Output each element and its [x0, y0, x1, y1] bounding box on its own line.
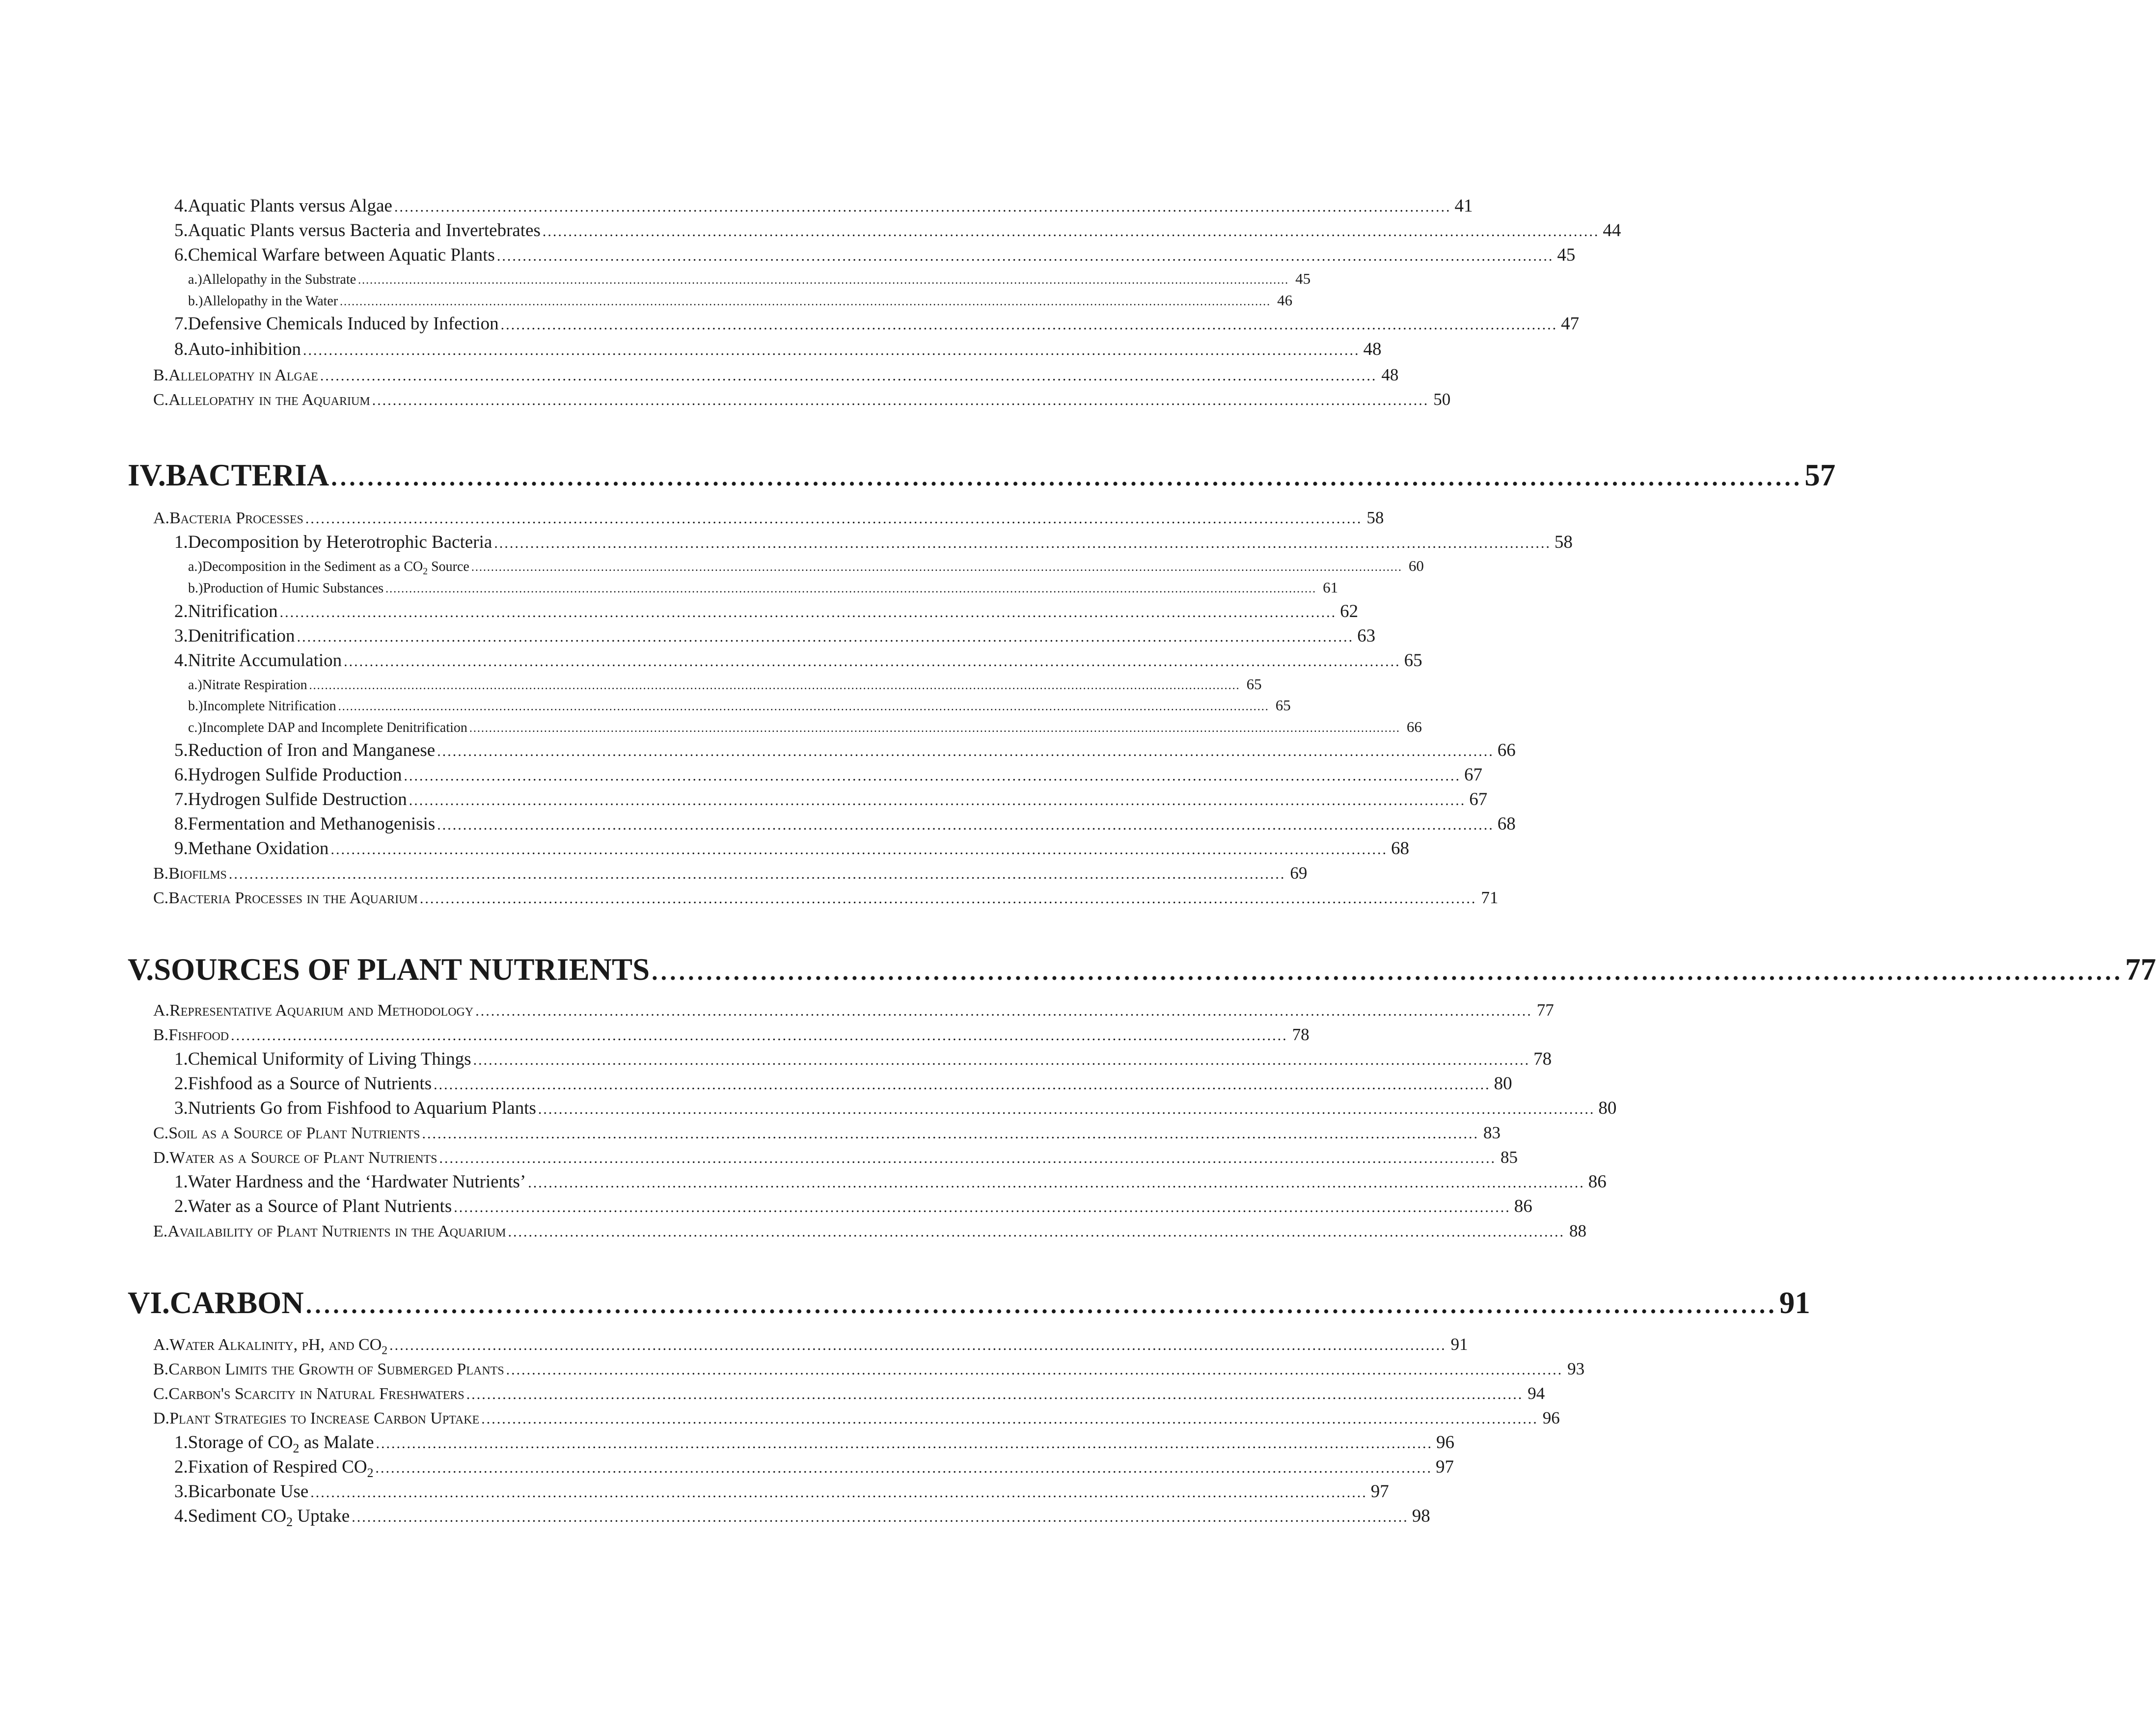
toc-entry[interactable] — [174, 837, 1409, 861]
entry-title: Allelopathy in the Aquarium — [168, 391, 370, 409]
dot-leader: ............................................................................................................................................................................................................. — [508, 1224, 1565, 1240]
toc-entry[interactable] — [174, 812, 1516, 837]
entry-title-text: Uptake — [293, 1506, 350, 1526]
entry-title: Fishfood — [168, 1026, 229, 1044]
dot-leader: ............................................................................................................................................................................................................. — [352, 1509, 1409, 1525]
entry-number: 8. — [174, 339, 188, 359]
entry-title-text: Fixation of Respired CO — [188, 1457, 367, 1477]
chapter-heading-carbon[interactable] — [128, 1283, 1810, 1324]
dot-leader: ............................................................................................................................................................................................................. — [375, 1460, 1433, 1476]
entry-title — [169, 1333, 387, 1357]
dot-leader: ............................................................................................................................................................................................................. — [437, 817, 1494, 833]
toc-entry[interactable] — [174, 1195, 1532, 1219]
dot-leader: .................................................................................................................................................................. — [652, 958, 2124, 985]
entry-title: Hydrogen Sulfide Destruction — [188, 789, 407, 809]
entry-title: Allelopathy in the Substrate — [202, 272, 356, 287]
entry-number: 3. — [174, 626, 188, 646]
dot-leader: ............................................................................................................................................................................................................. — [372, 392, 1429, 408]
entry-title — [188, 1455, 374, 1479]
entry-page: 58 — [1366, 508, 1384, 527]
entry-number: 1. — [174, 1172, 188, 1192]
entry-page: 86 — [1514, 1196, 1532, 1216]
toc-entry[interactable] — [153, 363, 1399, 388]
entry-title: Carbon Limits the Growth of Submerged Plants — [168, 1360, 504, 1378]
chapter-page: 91 — [1779, 1286, 1810, 1320]
chapter-number: VI. — [128, 1286, 170, 1320]
toc-entry[interactable] — [153, 861, 1308, 886]
toc-entry[interactable] — [174, 219, 1621, 243]
toc-entry[interactable] — [174, 649, 1422, 673]
dot-leader: ............................................................................................................................................................................................................. — [481, 1411, 1538, 1427]
entry-title: Methane Oxidation — [188, 838, 329, 859]
entry-number: 5. — [174, 220, 188, 241]
entry-page: 86 — [1588, 1172, 1607, 1192]
toc-entry[interactable] — [174, 531, 1573, 555]
dot-leader: .................................................................................................................................................................. — [305, 1291, 1777, 1318]
entry-page: 58 — [1554, 532, 1573, 552]
dot-leader: ............................................................................................................................................................................................................................................. — [385, 583, 1317, 595]
entry-page: 78 — [1292, 1025, 1310, 1044]
entry-page: 98 — [1412, 1506, 1430, 1526]
subscript: 2 — [367, 1466, 374, 1480]
dot-leader: ............................................................................................................................................................................................................................................. — [338, 700, 1269, 713]
entry-title: Plant Strategies to Increase Carbon Uptake — [169, 1409, 480, 1427]
entry-title-text: Sediment CO — [188, 1506, 287, 1526]
entry-page: 93 — [1567, 1359, 1585, 1378]
entry-number: A. — [153, 1336, 170, 1354]
entry-page: 71 — [1481, 888, 1499, 907]
toc-entry[interactable] — [153, 1023, 1310, 1048]
toc-entry[interactable] — [153, 1333, 1468, 1357]
toc-entry[interactable] — [153, 506, 1384, 531]
entry-page: 61 — [1323, 579, 1338, 596]
entry-page: 83 — [1483, 1123, 1501, 1142]
toc-entry[interactable] — [153, 886, 1499, 911]
entry-number: a.) — [188, 272, 202, 287]
toc-entry[interactable] — [188, 696, 1291, 717]
toc-entry[interactable] — [174, 763, 1482, 788]
entry-page: 94 — [1528, 1384, 1545, 1403]
subscript: 2 — [286, 1515, 293, 1530]
dot-leader: ............................................................................................................................................................................................................. — [506, 1362, 1563, 1378]
entry-page: 78 — [1533, 1049, 1552, 1069]
toc-entry[interactable] — [174, 739, 1516, 763]
toc-entry[interactable] — [153, 1357, 1585, 1382]
dot-leader: ............................................................................................................................................................................................................. — [437, 743, 1494, 759]
entry-title: Aquatic Plants versus Bacteria and Invertebrates — [188, 220, 541, 241]
toc-entry[interactable] — [188, 556, 1424, 577]
entry-title: Incomplete Nitrification — [203, 699, 336, 714]
dot-leader: ............................................................................................................................................................................................................. — [500, 317, 1558, 333]
entry-number: A. — [153, 509, 170, 527]
entry-title: Chemical Warfare between Aquatic Plants — [188, 245, 495, 265]
toc-entry[interactable] — [153, 1219, 1586, 1244]
dot-leader: ............................................................................................................................................................................................................. — [344, 653, 1401, 670]
entry-number: 7. — [174, 314, 188, 334]
entry-page: 97 — [1436, 1457, 1454, 1477]
entry-page: 44 — [1603, 220, 1621, 241]
chapter-heading-bacteria[interactable] — [128, 456, 1836, 497]
chapter-title: CARBON — [169, 1286, 304, 1320]
toc-entry[interactable] — [174, 1097, 1617, 1121]
dot-leader: ............................................................................................................................................................................................................. — [297, 629, 1354, 645]
dot-leader: ............................................................................................................................................................................................................................................. — [358, 274, 1289, 287]
dot-leader: ............................................................................................................................................................................................................. — [419, 890, 1477, 907]
entry-title: Allelopathy in the Water — [203, 294, 338, 309]
entry-title: Bicarbonate Use — [188, 1481, 309, 1502]
dot-leader: ............................................................................................................................................................................................................. — [422, 1126, 1479, 1142]
entry-title: Production of Humic Substances — [203, 581, 384, 596]
entry-page: 45 — [1557, 245, 1576, 265]
entry-title-text: as Malate — [299, 1432, 374, 1453]
toc-entry[interactable] — [174, 1170, 1607, 1195]
entry-title — [188, 1431, 374, 1454]
dot-leader: ............................................................................................................................................................................................................. — [302, 342, 1360, 358]
entry-number: 6. — [174, 765, 188, 785]
entry-number: a.) — [188, 677, 202, 693]
toc-entry[interactable] — [174, 1048, 1552, 1072]
dot-leader: ............................................................................................................................................................................................................. — [376, 1435, 1433, 1452]
entry-number: 8. — [174, 814, 188, 834]
toc-entry[interactable] — [174, 624, 1376, 649]
entry-page: 96 — [1542, 1408, 1560, 1427]
dot-leader: ............................................................................................................................................................................................................. — [466, 1386, 1524, 1402]
entry-page: 46 — [1277, 292, 1293, 309]
entry-title — [188, 1505, 350, 1528]
dot-leader: ............................................................................................................................................................................................................. — [394, 199, 1451, 215]
entry-number: D. — [153, 1409, 170, 1427]
toc-entry[interactable] — [174, 1431, 1454, 1456]
dot-leader: ............................................................................................................................................................................................................. — [305, 511, 1363, 527]
toc-entry[interactable] — [188, 578, 1338, 599]
entry-page: 65 — [1246, 675, 1262, 693]
entry-page: 47 — [1561, 314, 1580, 334]
entry-page: 66 — [1406, 718, 1422, 735]
toc-entry[interactable] — [188, 674, 1262, 696]
toc-entry[interactable] — [188, 717, 1422, 738]
entry-page: 41 — [1454, 196, 1473, 216]
entry-number: 3. — [174, 1481, 188, 1502]
entry-title: Availability of Plant Nutrients in the Aquarium — [167, 1222, 506, 1240]
dot-leader: ............................................................................................................................................................................................................................................. — [309, 679, 1240, 692]
entry-title: Nitrite Accumulation — [188, 650, 342, 671]
entry-page: 65 — [1404, 650, 1422, 671]
dot-leader: ............................................................................................................................................................................................................. — [330, 841, 1388, 858]
entry-title: Fermentation and Methanogenisis — [188, 814, 436, 834]
toc-entry[interactable] — [174, 243, 1576, 268]
toc-entry[interactable] — [174, 1505, 1430, 1530]
entry-page: 48 — [1381, 365, 1399, 384]
entry-number: C. — [153, 889, 169, 907]
toc-entry[interactable] — [174, 312, 1580, 337]
chapter-title: SOURCES OF PLANT NUTRIENTS — [154, 952, 650, 987]
subscript: 2 — [293, 1441, 300, 1456]
entry-page: 85 — [1501, 1148, 1518, 1167]
entry-title: Biofilms — [168, 864, 227, 883]
entry-page: 68 — [1391, 838, 1409, 859]
entry-page: 48 — [1363, 339, 1382, 359]
entry-number: b.) — [188, 581, 203, 596]
dot-leader: ............................................................................................................................................................................................................. — [279, 604, 1337, 620]
entry-number: a.) — [188, 559, 202, 574]
entry-number: C. — [153, 1385, 169, 1403]
entry-page: 62 — [1340, 601, 1359, 621]
entry-page: 96 — [1436, 1432, 1454, 1453]
entry-title: Bacteria Processes in the Aquarium — [168, 889, 418, 907]
entry-number: B. — [153, 1026, 169, 1044]
toc-entry[interactable] — [174, 1455, 1454, 1480]
entry-title: Denitrification — [188, 626, 295, 646]
entry-number: B. — [153, 864, 169, 883]
entry-title: Auto-inhibition — [188, 339, 301, 359]
entry-number: 1. — [174, 1432, 188, 1453]
entry-number: c.) — [188, 720, 202, 735]
entry-number: 2. — [174, 1196, 188, 1216]
dot-leader: ............................................................................................................................................................................................................. — [320, 368, 1377, 384]
entry-page: 69 — [1290, 863, 1308, 883]
toc-entry[interactable] — [153, 1146, 1518, 1170]
dot-leader: ............................................................................................................................................................................................................................................. — [471, 561, 1402, 574]
toc-entry[interactable] — [153, 1406, 1560, 1431]
entry-title: Defensive Chemicals Induced by Infection — [188, 314, 499, 334]
toc-entry[interactable] — [174, 600, 1359, 624]
entry-page: 68 — [1497, 814, 1516, 834]
entry-title: Allelopathy in Algae — [168, 366, 318, 384]
entry-title: Hydrogen Sulfide Production — [188, 765, 402, 785]
entry-number: b.) — [188, 699, 203, 714]
entry-title: Reduction of Iron and Manganese — [188, 740, 436, 760]
toc-entry[interactable] — [188, 269, 1311, 290]
dot-leader: ............................................................................................................................................................................................................. — [231, 1027, 1288, 1044]
chapter-title: BACTERIA — [165, 458, 329, 492]
chapter-page: 57 — [1804, 458, 1836, 492]
toc-entry[interactable] — [174, 194, 1473, 219]
entry-page: 80 — [1598, 1098, 1617, 1118]
entry-page: 65 — [1275, 697, 1291, 714]
entry-title: Nitrate Respiration — [202, 677, 307, 693]
entry-page: 77 — [1536, 1000, 1554, 1020]
entry-number: 1. — [174, 532, 188, 552]
dot-leader: ............................................................................................................................................................................................................. — [454, 1199, 1511, 1215]
subscript: 2 — [423, 566, 428, 577]
entry-title: Nitrification — [188, 601, 278, 621]
entry-title: Nutrients Go from Fishfood to Aquarium Plants — [188, 1098, 536, 1118]
entry-title — [202, 557, 469, 577]
dot-leader: ............................................................................................................................................................................................................. — [389, 1337, 1446, 1353]
entry-number: B. — [153, 1360, 169, 1378]
dot-leader: ............................................................................................................................................................................................................. — [439, 1150, 1497, 1166]
entry-title: Representative Aquarium and Methodology — [169, 1001, 474, 1020]
entry-title: Aquatic Plants versus Algae — [188, 196, 392, 216]
entry-number: 6. — [174, 245, 188, 265]
entry-title-text: Decomposition in the Sediment as a CO — [202, 559, 423, 574]
entry-title: Carbon's Scarcity in Natural Freshwaters — [168, 1385, 464, 1403]
entry-title-text: Source — [428, 559, 469, 574]
toc-entry[interactable] — [174, 1072, 1512, 1097]
entry-page: 60 — [1408, 557, 1424, 574]
entry-number: 2. — [174, 601, 188, 621]
entry-page: 67 — [1469, 789, 1488, 809]
entry-page: 63 — [1357, 626, 1376, 646]
entry-title: Incomplete DAP and Incomplete Denitrification — [202, 720, 467, 735]
entry-number: 3. — [174, 1098, 188, 1118]
entry-title: Bacteria Processes — [169, 509, 303, 527]
entry-title: Decomposition by Heterotrophic Bacteria — [188, 532, 492, 552]
entry-title-text: Water Alkalinity, pH, and CO — [169, 1336, 382, 1354]
entry-page: 50 — [1433, 390, 1451, 409]
entry-number: C. — [153, 391, 169, 409]
dot-leader: ............................................................................................................................................................................................................. — [528, 1175, 1585, 1191]
entry-number: E. — [153, 1222, 168, 1240]
entry-page: 91 — [1450, 1335, 1468, 1354]
chapter-number: V. — [128, 952, 154, 987]
dot-leader: ............................................................................................................................................................................................................. — [404, 768, 1461, 784]
entry-title: Water Hardness and the ‘Hardwater Nutrients’ — [188, 1172, 526, 1192]
dot-leader: ............................................................................................................................................................................................................. — [310, 1484, 1367, 1501]
dot-leader: ............................................................................................................................................................................................................. — [475, 1003, 1532, 1019]
dot-leader: .................................................................................................................................................................. — [331, 463, 1803, 491]
entry-number: 9. — [174, 838, 188, 859]
entry-page: 97 — [1370, 1481, 1389, 1502]
entry-number: 4. — [174, 650, 188, 671]
entry-number: 1. — [174, 1049, 188, 1069]
toc-entry[interactable] — [174, 1480, 1389, 1505]
entry-number: b.) — [188, 294, 203, 309]
toc-entry[interactable] — [153, 998, 1554, 1023]
dot-leader: ............................................................................................................................................................................................................. — [228, 866, 1286, 882]
entry-number: C. — [153, 1124, 169, 1142]
subscript: 2 — [382, 1344, 388, 1357]
entry-page: 67 — [1464, 765, 1482, 785]
entry-number: 4. — [174, 196, 188, 216]
chapter-number: IV. — [128, 458, 166, 492]
dot-leader: ............................................................................................................................................................................................................. — [434, 1076, 1491, 1093]
dot-leader: ............................................................................................................................................................................................................. — [538, 1101, 1595, 1117]
toc-entry[interactable] — [188, 291, 1293, 312]
chapter-page: 77 — [2125, 952, 2156, 987]
entry-title-text: Storage of CO — [188, 1432, 293, 1453]
entry-number: 4. — [174, 1506, 188, 1526]
entry-page: 88 — [1569, 1221, 1586, 1240]
entry-number: 2. — [174, 1074, 188, 1094]
entry-number: 2. — [174, 1457, 188, 1477]
toc-entry[interactable] — [153, 1382, 1545, 1406]
entry-number: D. — [153, 1149, 170, 1167]
toc-entry[interactable] — [153, 1121, 1501, 1146]
toc-entry[interactable] — [174, 788, 1488, 812]
dot-leader: ............................................................................................................................................................................................................................................. — [340, 296, 1271, 308]
entry-page: 80 — [1494, 1074, 1512, 1094]
entry-number: 5. — [174, 740, 188, 760]
entry-title: Chemical Uniformity of Living Things — [188, 1049, 471, 1069]
chapter-heading-plant-nutrients[interactable] — [128, 950, 2156, 991]
entry-number: B. — [153, 366, 169, 384]
entry-page: 45 — [1295, 270, 1311, 287]
entry-title: Fishfood as a Source of Nutrients — [188, 1074, 432, 1094]
entry-number: 7. — [174, 789, 188, 809]
dot-leader: ............................................................................................................................................................................................................. — [496, 248, 1554, 264]
toc-entry[interactable] — [174, 338, 1382, 362]
dot-leader: ............................................................................................................................................................................................................. — [494, 535, 1551, 551]
entry-title: Water as a Source of Plant Nutrients — [169, 1149, 437, 1167]
dot-leader: ............................................................................................................................................................................................................................................. — [469, 722, 1400, 735]
dot-leader: ............................................................................................................................................................................................................. — [542, 223, 1600, 240]
entry-title: Soil as a Source of Plant Nutrients — [168, 1124, 420, 1142]
entry-title: Water as a Source of Plant Nutrients — [188, 1196, 452, 1216]
dot-leader: ............................................................................................................................................................................................................. — [473, 1052, 1530, 1068]
toc-entry[interactable] — [153, 388, 1451, 412]
dot-leader: ............................................................................................................................................................................................................. — [409, 792, 1466, 808]
entry-number: A. — [153, 1001, 170, 1020]
entry-page: 66 — [1497, 740, 1516, 760]
